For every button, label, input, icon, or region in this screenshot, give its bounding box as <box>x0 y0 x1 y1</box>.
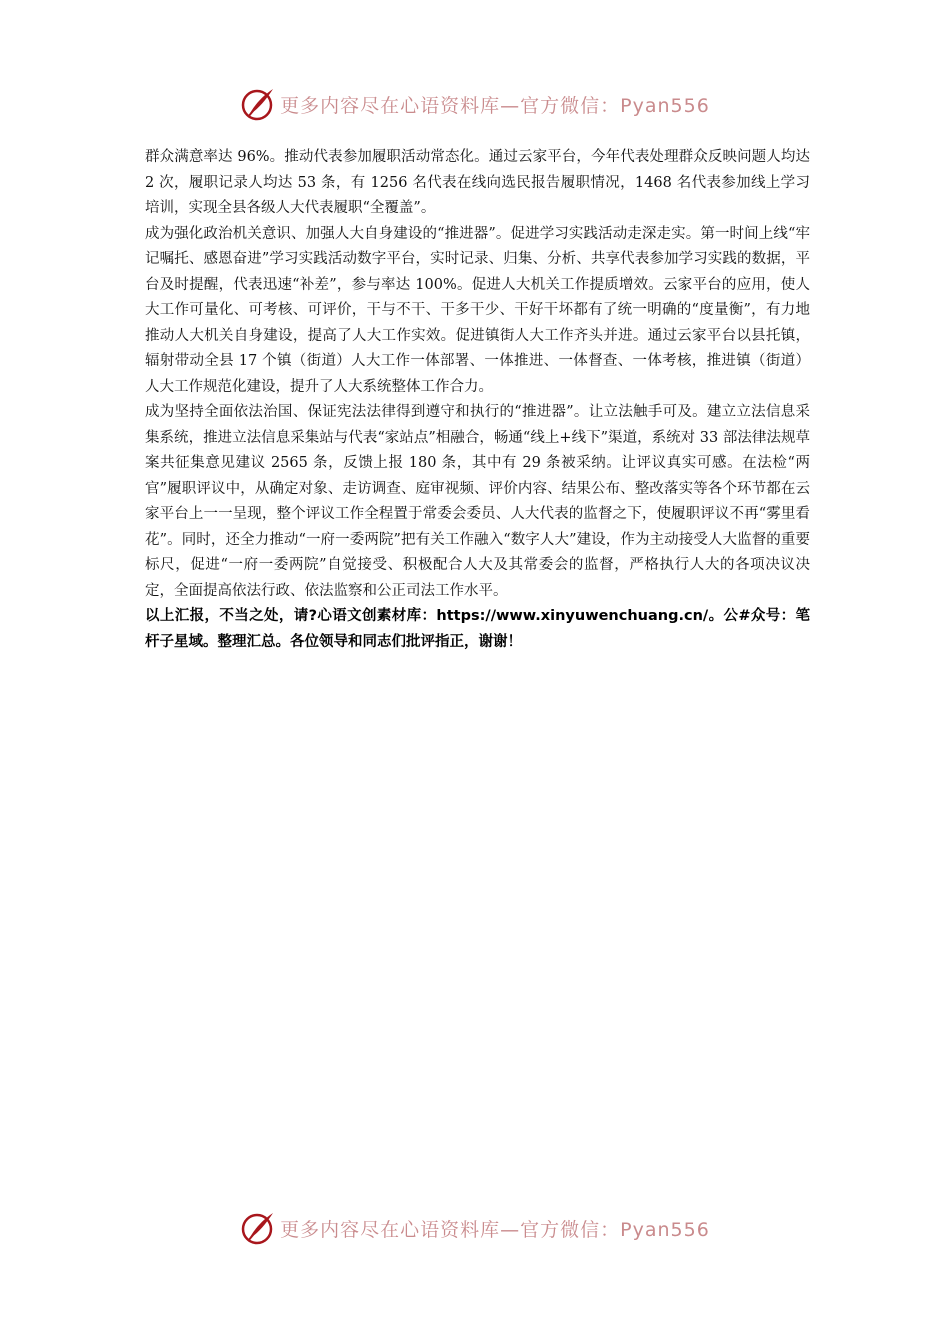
paragraph: 群众满意率达 96%。推动代表参加履职活动常态化。通过云家平台，今年代表处理群众反映问题人均达 2 次，履职记录人均达 53 条，有 1256 名代表在线向选民报告履职情况，1468 名代表参加线上学习培训，实现全县各级人大代表履职“全覆盖”。 <box>145 149 810 216</box>
header-watermark-banner <box>0 82 950 126</box>
quill-logo-icon <box>240 86 276 122</box>
quill-logo-icon <box>240 1210 276 1246</box>
document-body <box>145 145 810 655</box>
footer-banner-text: 更多内容尽在心语资料库—官方微信：Pyan556 <box>280 1218 710 1241</box>
header-banner-text: 更多内容尽在心语资料库—官方微信：Pyan556 <box>280 94 710 117</box>
paragraph: 成为强化政治机关意识、加强人大自身建设的“推进器”。促进学习实践活动走深走实。第一时间上线“牢记嘱托、感恩奋进”学习实践活动数字平台，实时记录、归集、分析、共享代表参加学习实践的数据，平台及时提醒，代表迅速“补差”，参与率达 100%。促进人大机关工作提质增效。云家平台的应用，使人大工作可量化、可考核、可评价，干与不干、干多干少、干好干坏都有了统一明确的“度量衡”，有力地推动人大机关自身建设，提高了人大工作实效。促进镇街人大工作齐头并进。通过云家平台以县托镇，辐射带动全县 17 个镇（街道）人大工作一体部署、一体推进、一体督查、一体考核，推进镇（街道）人大工作规范化建设，提升了人大系统整体工作合力。 <box>145 225 810 395</box>
footer-watermark-banner <box>0 1206 950 1250</box>
paragraph: 成为坚持全面依法治国、保证宪法法律得到遵守和执行的“推进器”。让立法触手可及。建立立法信息采集系统，推进立法信息采集站与代表“家站点”相融合，畅通“线上+线下”渠道，系统对 33 部法律法规草案共征集意见建议 2565 条，反馈上报 180 条，其中有 29 条被采纳。让评议真实可感。在法检“两官”履职评议中，从确定对象、走访调查、庭审视频、评价内容、结果公布、整改落实等各个环节都在云家平台上一一呈现，整个评议工作全程置于常委会委员、人大代表的监督之下，使履职评议不再“雾里看花”。同时，还全力推动“一府一委两院”把有关工作融入“数字人大”建设，作为主动接受人大监督的重要标尺，促进“一府一委两院”自觉接受、积极配合人大及其常委会的监督，严格执行人大的各项决议决定，全面提高依法行政、依法监察和公正司法工作水平。 <box>145 404 810 599</box>
closing-paragraph: 以上汇报，不当之处，请?心语文创素材库：https://www.xinyuwenchuang.cn/。公#众号：笔杆子星域。整理汇总。各位领导和同志们批评指正，谢谢！ <box>145 608 810 650</box>
